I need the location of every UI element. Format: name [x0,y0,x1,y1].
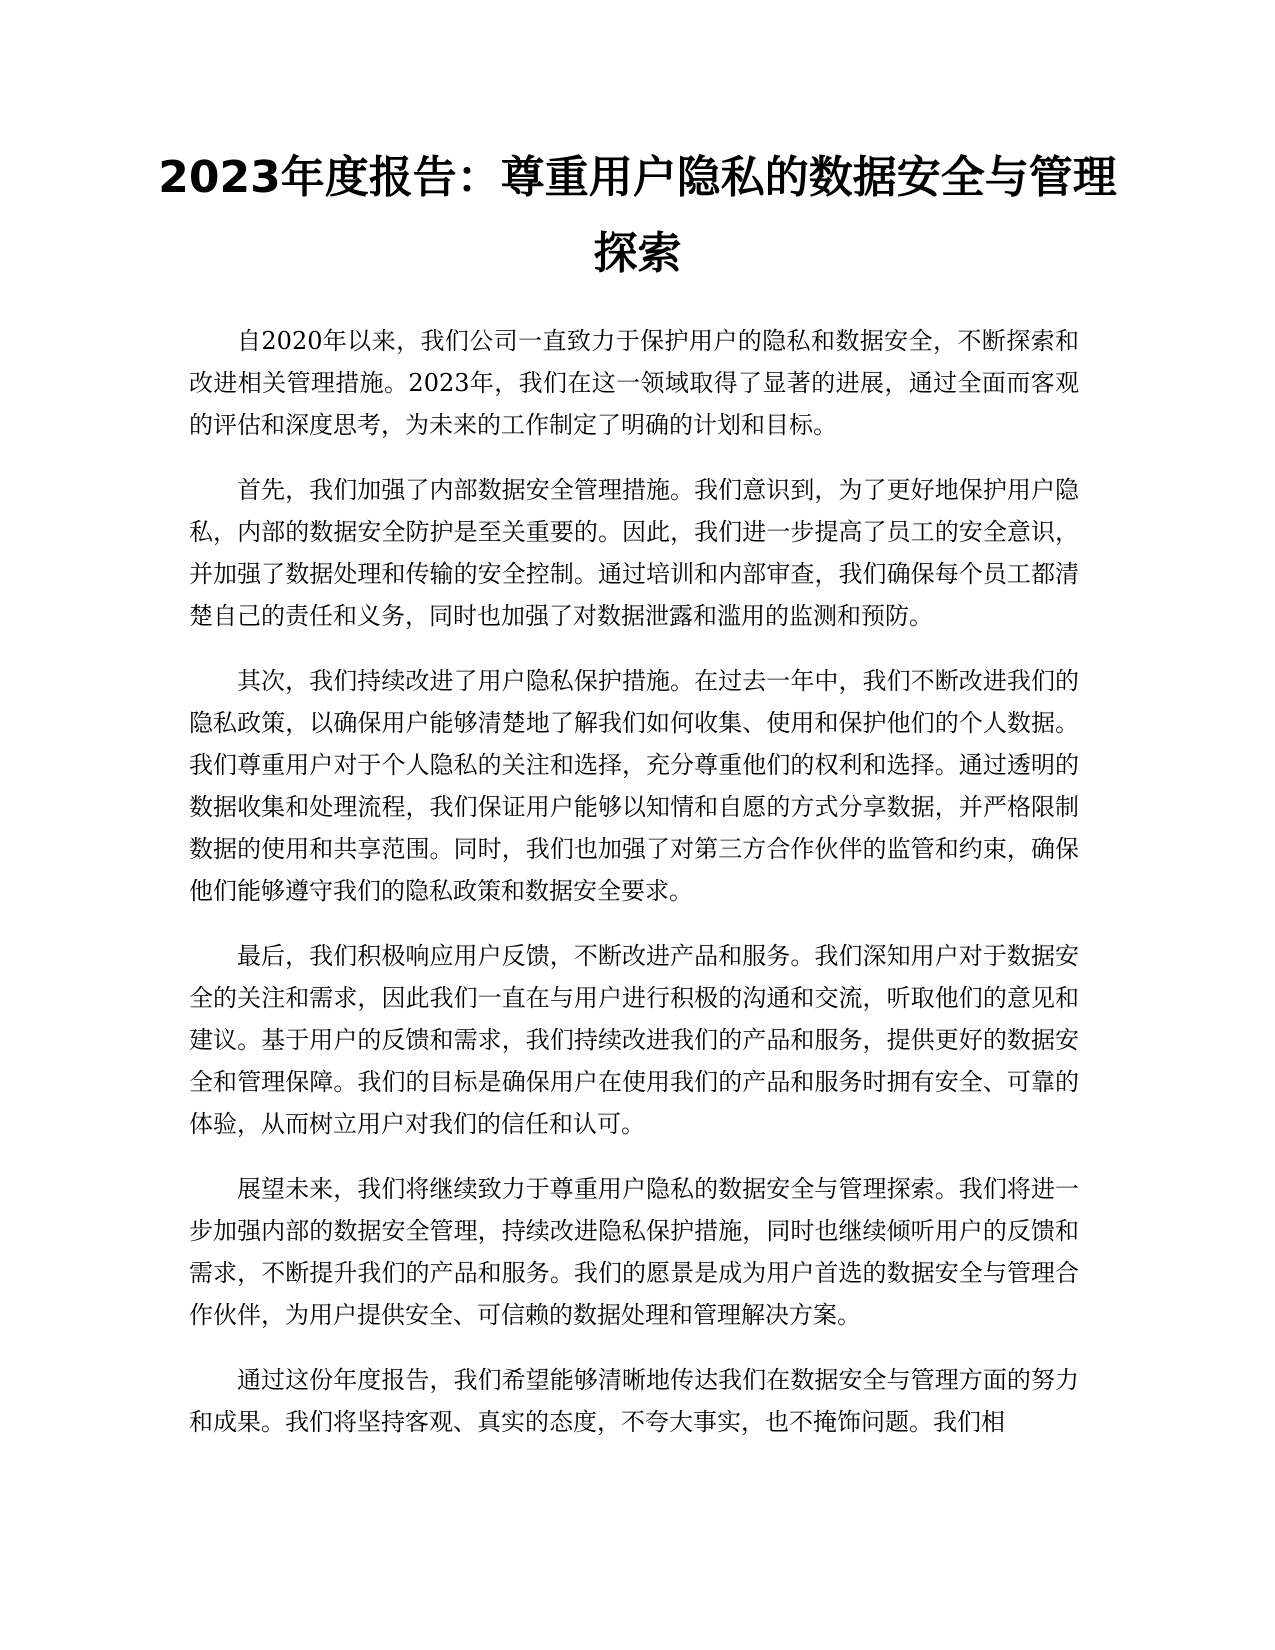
paragraph-outlook: 展望未来，我们将继续致力于尊重用户隐私的数据安全与管理探索。我们将进一步加强内部的数据安全管理，持续改进隐私保护措施，同时也继续倾听用户的反馈和需求，不断提升我们的产品和服务。我们的愿景是成为用户首选的数据安全与管理合作伙伴，为用户提供安全、可信赖的数据处理和管理解决方案。 [189,1175,1079,1329]
paragraph-internal-security: 首先，我们加强了内部数据安全管理措施。我们意识到，为了更好地保护用户隐私，内部的数据安全防护是至关重要的。因此，我们进一步提高了员工的安全意识，并加强了数据处理和传输的安全控制。通过培训和内部审查，我们确保每个员工都清楚自己的责任和义务，同时也加强了对数据泄露和滥用的监测和预防。 [189,476,1079,630]
document-body [189,320,1079,1466]
paragraph-user-feedback: 最后，我们积极响应用户反馈，不断改进产品和服务。我们深知用户对于数据安全的关注和需求，因此我们一直在与用户进行积极的沟通和交流，听取他们的意见和建议。基于用户的反馈和需求，我们持续改进我们的产品和服务，提供更好的数据安全和管理保障。我们的目标是确保用户在使用我们的产品和服务时拥有安全、可靠的体验，从而树立用户对我们的信任和认可。 [189,942,1079,1138]
document-title: 2023年度报告：尊重用户隐私的数据安全与管理探索 [158,152,1117,279]
paragraph-conclusion: 通过这份年度报告，我们希望能够清晰地传达我们在数据安全与管理方面的努力和成果。我们将坚持客观、真实的态度，不夸大事实，也不掩饰问题。我们相 [189,1366,1079,1436]
paragraph-intro: 自2020年以来，我们公司一直致力于保护用户的隐私和数据安全，不断探索和改进相关管理措施。2023年，我们在这一领域取得了显著的进展，通过全面而客观的评估和深度思考，为未来的工作制定了明确的计划和目标。 [189,327,1079,439]
paragraph-privacy-protection: 其次，我们持续改进了用户隐私保护措施。在过去一年中，我们不断改进我们的隐私政策，以确保用户能够清楚地了解我们如何收集、使用和保护他们的个人数据。我们尊重用户对于个人隐私的关注和选择，充分尊重他们的权利和选择。通过透明的数据收集和处理流程，我们保证用户能够以知情和自愿的方式分享数据，并严格限制数据的使用和共享范围。同时，我们也加强了对第三方合作伙伴的监管和约束，确保他们能够遵守我们的隐私政策和数据安全要求。 [189,667,1079,905]
